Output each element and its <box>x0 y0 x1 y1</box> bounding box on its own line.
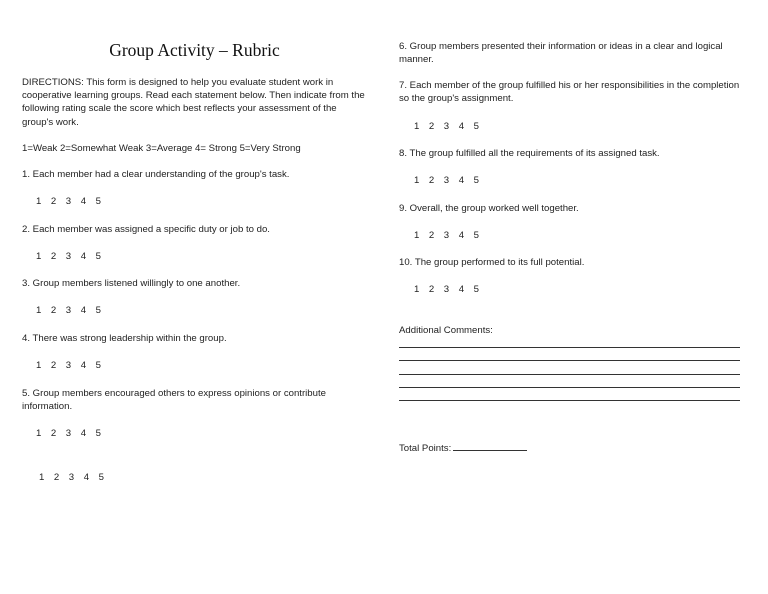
rating-scale-1[interactable]: 1 2 3 4 5 <box>36 196 102 207</box>
directions-text: DIRECTIONS: This form is designed to help you evaluate student work in cooperative learning groups. Read each statement below. Then indicate from the following rating scale the score which best reflects your assessment of the group's work. <box>22 77 365 128</box>
total-points-row <box>399 441 744 455</box>
question-10: 10. The group performed to its full potential. <box>399 257 585 268</box>
rating-scale-5[interactable]: 1 2 3 4 5 <box>36 428 102 439</box>
comments-label: Additional Comments: <box>399 325 493 336</box>
question-8: 8. The group fulfilled all the requirements of its assigned task. <box>399 148 660 159</box>
question-6: 6. Group members presented their information or ideas in a clear and logical manner. <box>399 41 723 66</box>
comment-line[interactable] <box>399 400 740 401</box>
question-1: 1. Each member had a clear understanding of the group's task. <box>22 169 290 180</box>
rating-scale-4[interactable]: 1 2 3 4 5 <box>36 360 102 371</box>
comment-line[interactable] <box>399 347 740 348</box>
rating-scale-7[interactable]: 1 2 3 4 5 <box>414 121 480 132</box>
rating-scale-3[interactable]: 1 2 3 4 5 <box>36 305 102 316</box>
comment-line[interactable] <box>399 360 740 361</box>
question-4: 4. There was strong leadership within the group. <box>22 333 227 344</box>
question-9: 9. Overall, the group worked well together. <box>399 203 579 214</box>
rating-scale-2[interactable]: 1 2 3 4 5 <box>36 251 102 262</box>
rating-scale-extra[interactable]: 1 2 3 4 5 <box>39 472 105 483</box>
rating-scale-8[interactable]: 1 2 3 4 5 <box>414 175 480 186</box>
total-points-label: Total Points: <box>399 443 452 454</box>
comment-lines[interactable] <box>399 347 740 413</box>
question-2: 2. Each member was assigned a specific duty or job to do. <box>22 224 270 235</box>
scale-legend: 1=Weak 2=Somewhat Weak 3=Average 4= Strong 5=Very Strong <box>22 143 301 154</box>
rating-scale-10[interactable]: 1 2 3 4 5 <box>414 284 480 295</box>
comment-line[interactable] <box>399 374 740 375</box>
comment-line[interactable] <box>399 387 740 388</box>
question-3: 3. Group members listened willingly to one another. <box>22 278 241 289</box>
question-5: 5. Group members encouraged others to express opinions or contribute information. <box>22 388 326 413</box>
total-points-field[interactable] <box>453 441 527 451</box>
question-7: 7. Each member of the group fulfilled his or her responsibilities in the completion so the group's assignment. <box>399 80 740 105</box>
rating-scale-9[interactable]: 1 2 3 4 5 <box>414 230 480 241</box>
page-title: Group Activity – Rubric <box>109 40 280 60</box>
